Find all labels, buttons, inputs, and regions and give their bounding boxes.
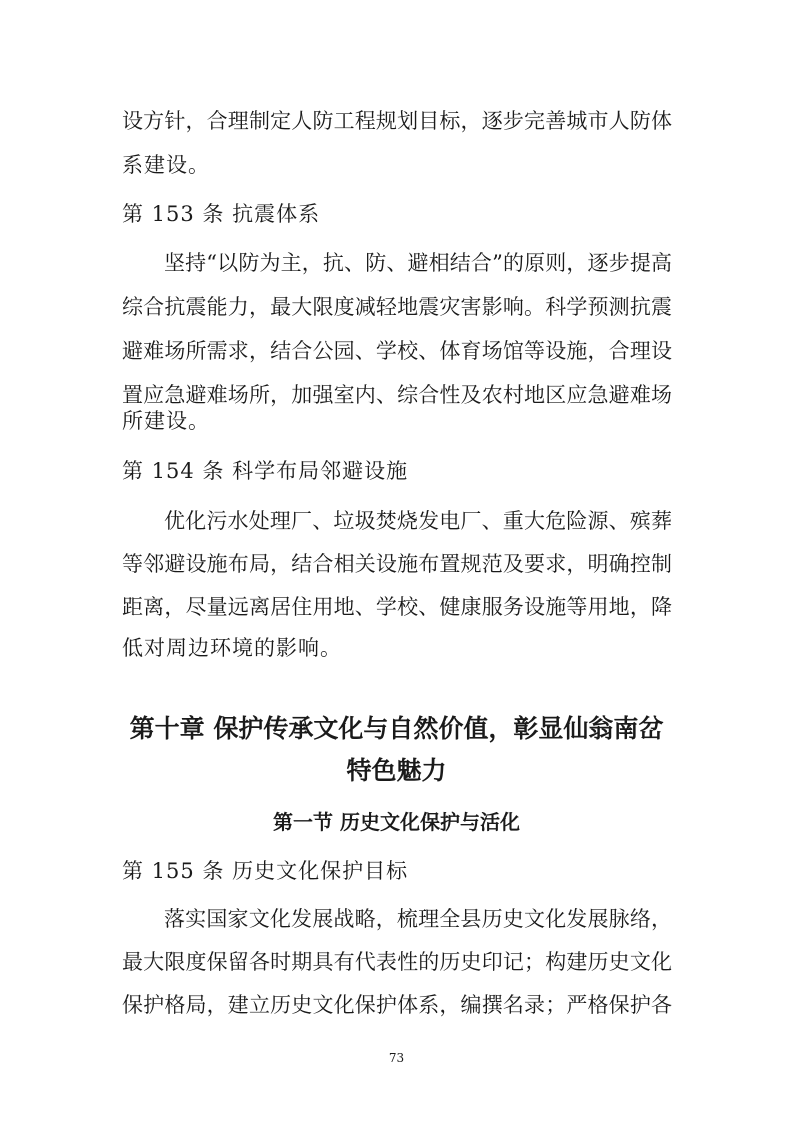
- paragraph-line: 落实国家文化发展战略，梳理全县历史文化发展脉络，: [164, 907, 672, 931]
- paragraph-line: 优化污水处理厂、垃圾焚烧发电厂、重大危险源、殡葬: [164, 509, 672, 533]
- paragraph-line: 设方针，合理制定人防工程规划目标，逐步完善城市人防体: [122, 109, 672, 133]
- paragraph-line: 置应急避难场所，加强室内、综合性及农村地区应急避难场: [122, 383, 672, 407]
- paragraph-line: 系建设。: [122, 153, 210, 177]
- section-title: 第一节 历史文化保护与活化: [273, 810, 520, 834]
- paragraph-line: 避难场所需求，结合公园、学校、体育场馆等设施，合理设: [122, 339, 672, 363]
- article-154-title: 第 154 条 科学布局邻避设施: [122, 459, 409, 483]
- paragraph-line: 坚持“以防为主，抗、防、避相结合”的原则，逐步提高: [164, 251, 672, 275]
- paragraph-line: 综合抗震能力，最大限度减轻地震灾害影响。科学预测抗震: [122, 295, 672, 319]
- paragraph-line: 所建设。: [122, 409, 210, 433]
- chapter-title-line-2: 特色魅力: [346, 756, 447, 785]
- article-155-title: 第 155 条 历史文化保护目标: [122, 859, 409, 883]
- paragraph-line: 距离，尽量远离居住用地、学校、健康服务设施等用地，降: [122, 595, 672, 619]
- paragraph-line: 保护格局，建立历史文化保护体系，编撰名录；严格保护各: [122, 993, 672, 1017]
- paragraph-line: 低对周边环境的影响。: [122, 636, 342, 660]
- page-number: 73: [388, 1051, 405, 1065]
- paragraph-line: 等邻避设施布局，结合相关设施布置规范及要求，明确控制: [122, 552, 672, 576]
- paragraph-line: 最大限度保留各时期具有代表性的历史印记；构建历史文化: [122, 950, 672, 974]
- article-153-title: 第 153 条 抗震体系: [122, 202, 321, 226]
- chapter-title-line-1: 第十章 保护传承文化与自然价值，彰显仙翁南岔: [129, 714, 664, 743]
